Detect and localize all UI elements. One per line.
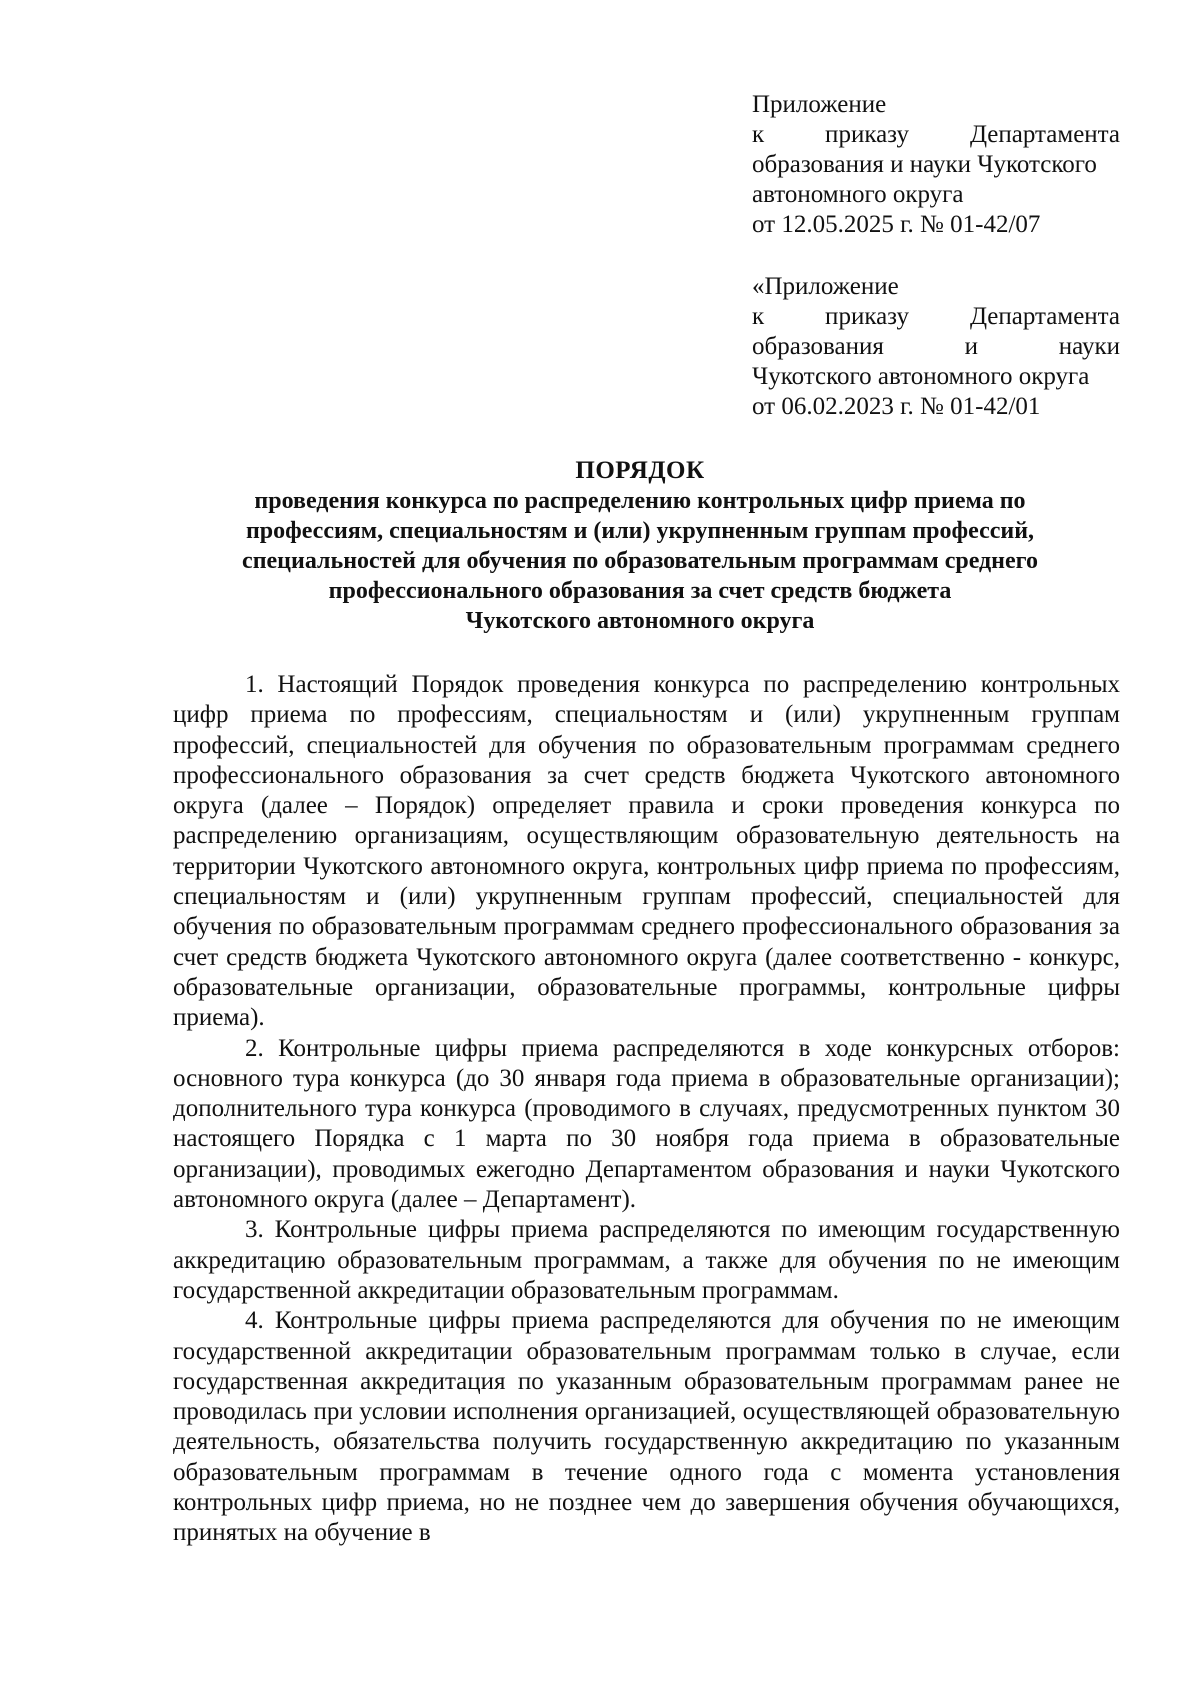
document-title-block (160, 456, 1120, 636)
attachment-department: образования и науки Чукотского (752, 151, 1097, 178)
document-body (173, 670, 1120, 1549)
document-title: ПОРЯДОК (575, 457, 705, 484)
attachment-label: «Приложение (752, 273, 899, 300)
attachment-region: Чукотского автономного округа (752, 363, 1090, 390)
attachment-region: автономного округа (752, 181, 964, 208)
document-subtitle-line: проведения конкурса по распределению контрольных цифр приема по (254, 488, 1026, 514)
paragraph-2: 2. Контрольные цифры приема распределяются в ходе конкурсных отборов: основного тура конкурса (до 30 января года приема в образовательные организации); дополнительного тура конкурса (проводимого в случаях, предусмотренных пунктом 30 настоящего Порядка с 1 марта по 30 ноября года приема в образовательные организации), проводимых ежегодно Департаментом образования и науки Чукотского автономного округа (далее – Департамент). (173, 1034, 1120, 1214)
paragraph-4: 4. Контрольные цифры приема распределяются для обучения по не имеющим государственной аккредитации образовательным программам только в случае, если государственная аккредитация по указанным образовательным программам ранее не проводилась при условии исполнения организацией, осуществляющей образовательную деятельность, обязательства получить государственную аккредитацию по указанным образовательным программам в течение одного года с момента установления контрольных цифр приема, но не позднее чем до завершения обучения обучающихся, принятых на обучение в (173, 1307, 1120, 1547)
attachment-date-number: от 12.05.2025 г. № 01-42/07 (752, 211, 1041, 238)
attachment-note-current (752, 90, 1120, 240)
paragraph-3: 3. Контрольные цифры приема распределяются по имеющим государственную аккредитацию образовательным программам, а также для обучения по не имеющим государственной аккредитации образовательным программам. (173, 1216, 1120, 1304)
document-subtitle-line: профессиям, специальностям и (или) укрупненным группам профессий, (245, 518, 1035, 544)
paragraph-1: 1. Настоящий Порядок проведения конкурса по распределению контрольных цифр приема по профессиям, специальностям и (или) укрупненным группам профессий, специальностей для обучения по образовательным программам среднего профессионального образования за счет средств бюджета Чукотского автономного округа (далее – Порядок) определяет правила и сроки проведения конкурса по распределению организациям, осуществляющим образовательную деятельность на территории Чукотского автономного округа, контрольных цифр приема по профессиям, специальностям и (или) укрупненным группам профессий, специальностей для обучения по образовательным программам среднего профессионального образования за счет средств бюджета Чукотского автономного округа (далее соответственно - конкурс, образовательные организации, образовательные программы, контрольные цифры приема). (173, 671, 1120, 1032)
attachment-order-ref: к приказу Департамента (752, 303, 1120, 330)
document-subtitle-line: специальностей для обучения по образовательным программам среднего (242, 548, 1038, 574)
attachment-label: Приложение (752, 91, 887, 118)
attachment-order-ref: к приказу Департамента (752, 121, 1120, 148)
attachment-date-number: от 06.02.2023 г. № 01-42/01 (752, 393, 1041, 420)
document-subtitle-line: профессионального образования за счет средств бюджета (328, 578, 952, 604)
document-subtitle-line: Чукотского автономного округа (465, 608, 815, 634)
attachment-note-previous (752, 272, 1120, 422)
attachment-department: образования и науки (752, 333, 1120, 360)
